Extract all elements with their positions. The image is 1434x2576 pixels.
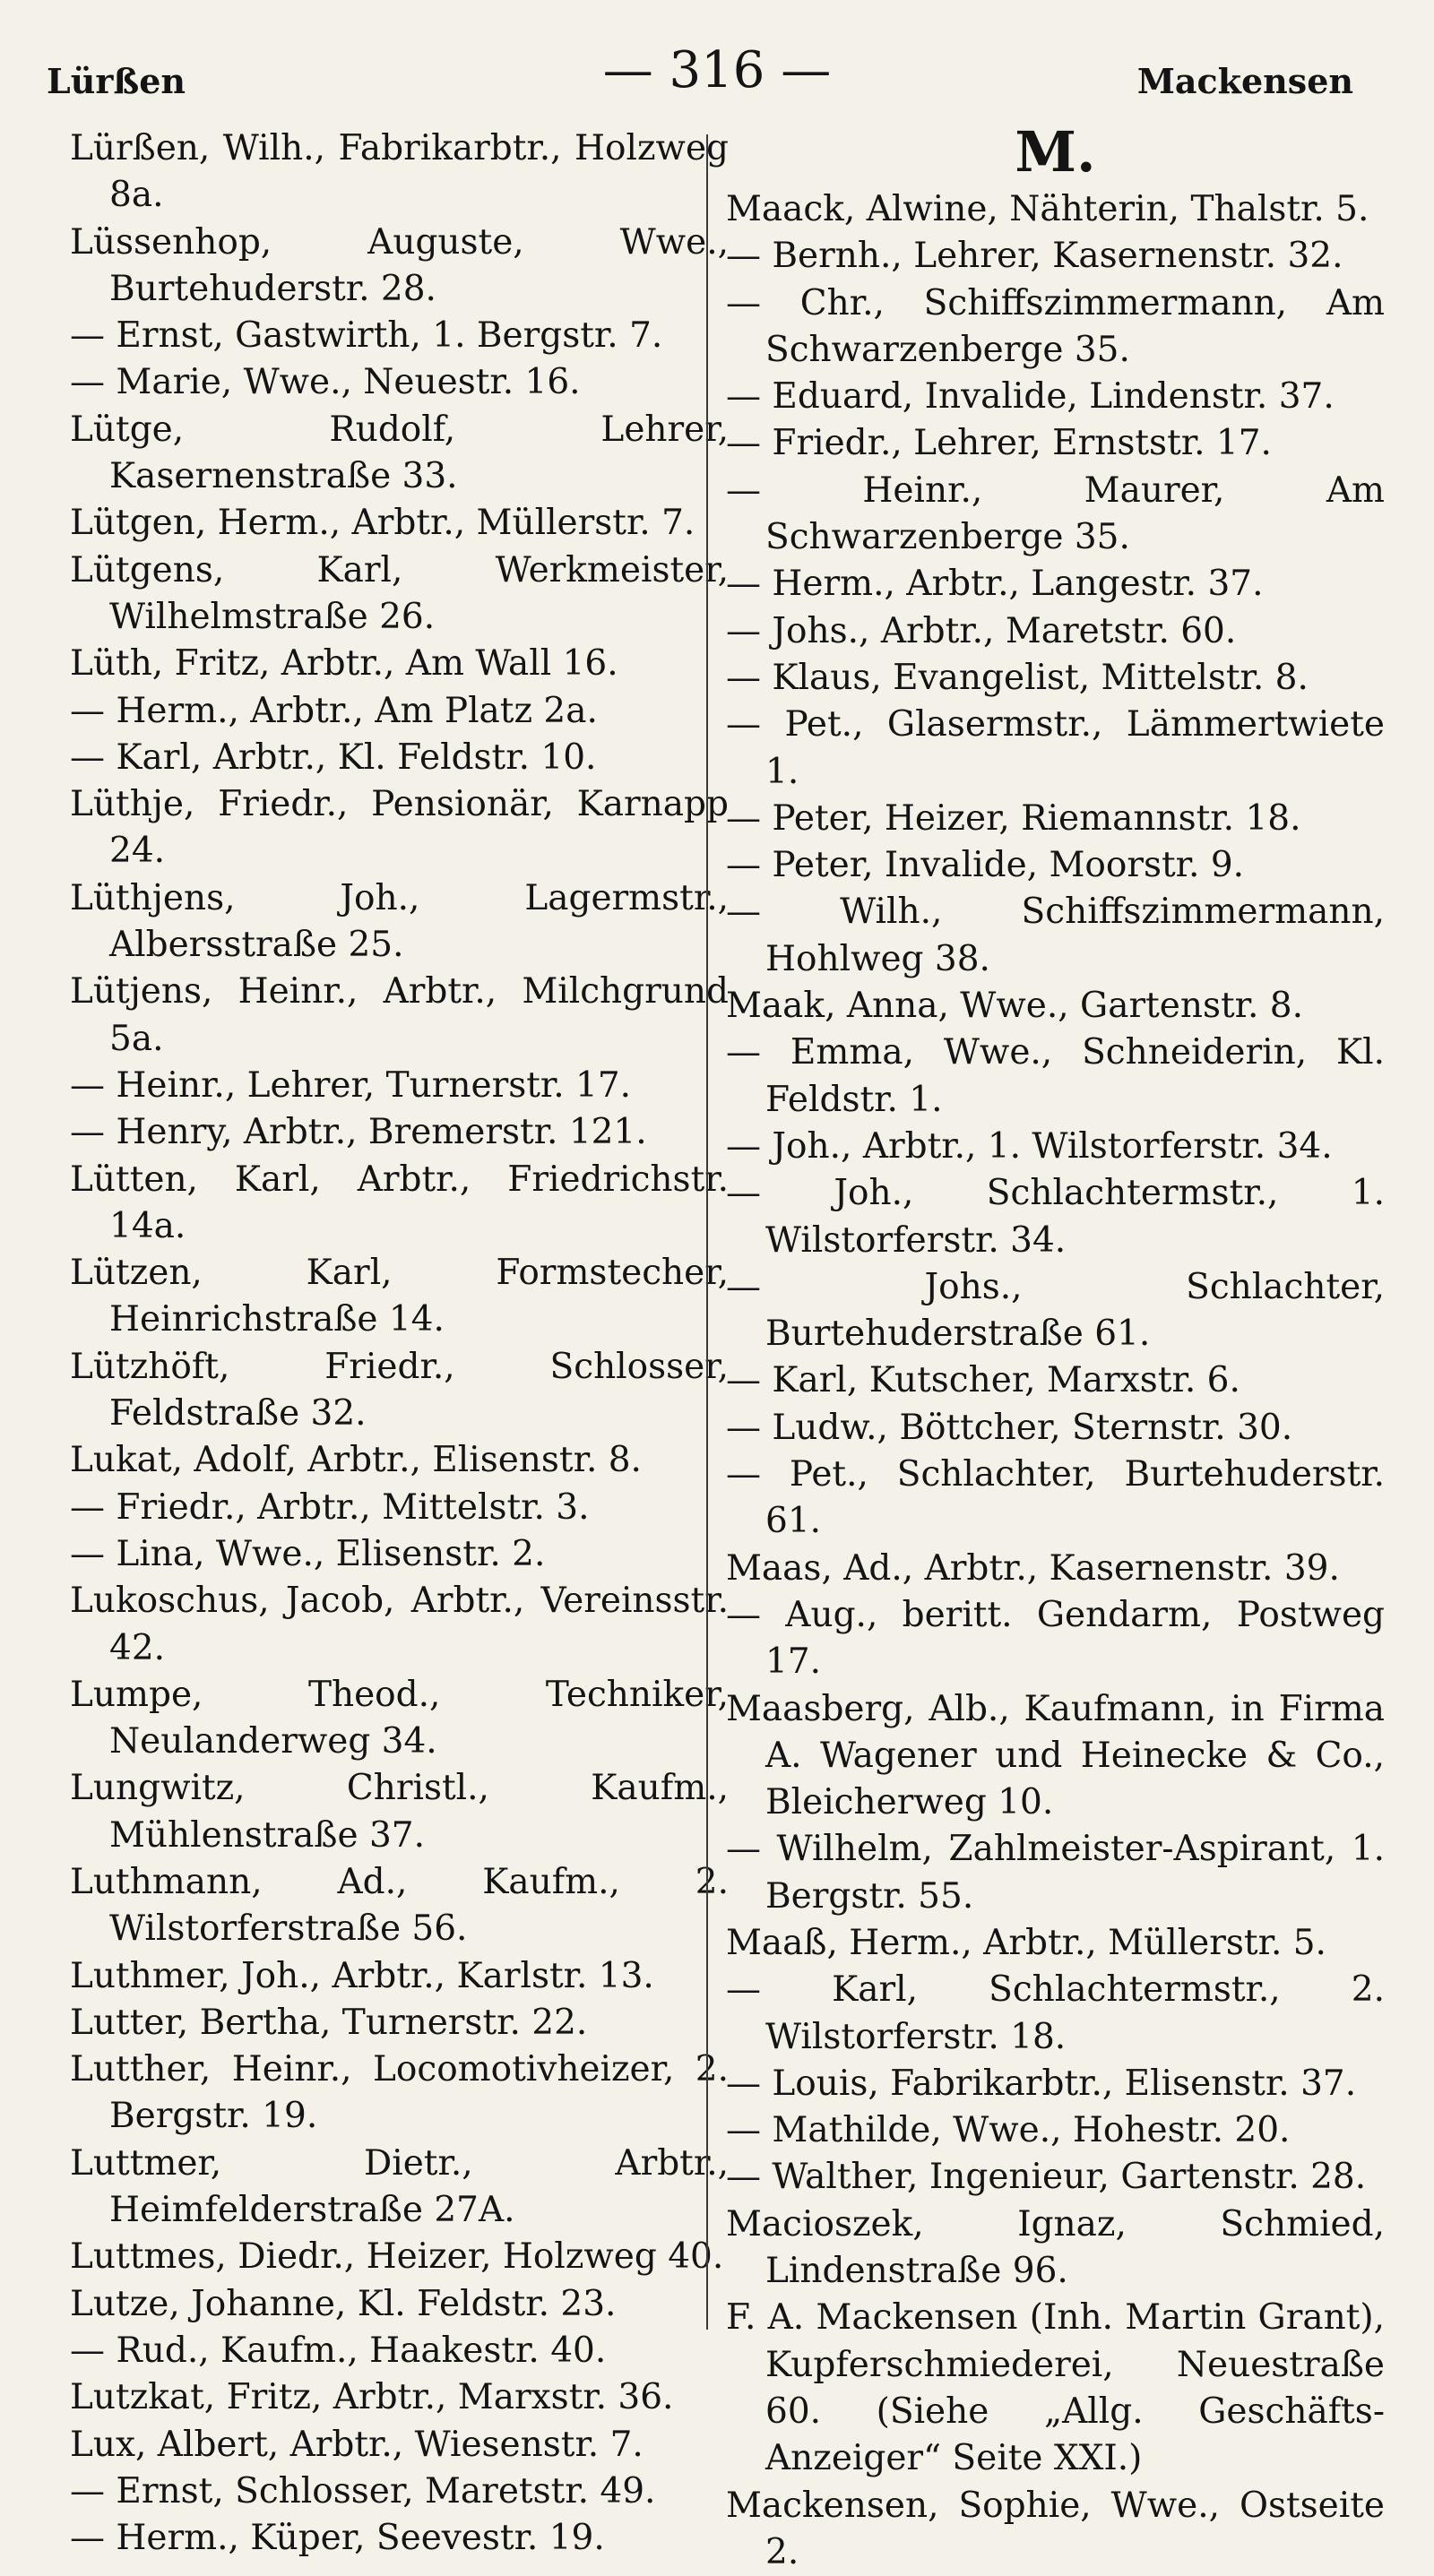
directory-entry: Lutter, Bertha, Turnerstr. 22. xyxy=(70,2002,588,2043)
directory-entry: Macioszek, Ignaz, Schmied, Lindenstraße 96. xyxy=(726,2203,1385,2292)
directory-entry: Lütjens, Heinr., Arbtr., Milchgrund 5a. xyxy=(70,971,729,1059)
directory-entry: Luttmes, Diedr., Heizer, Holzweg 40. xyxy=(70,2236,724,2278)
header-right-catchword: Mackensen xyxy=(1136,61,1353,101)
directory-entry: — Friedr., Lehrer, Ernststr. 17. xyxy=(726,423,1272,464)
directory-entry: — Henry, Arbtr., Bremerstr. 121. xyxy=(70,1112,647,1153)
directory-entry: Maak, Anna, Wwe., Gartenstr. 8. xyxy=(726,986,1304,1027)
directory-entry: — Johs., Schlachter, Burtehuderstraße 61. xyxy=(726,1266,1385,1355)
directory-entry: — Friedr., Arbtr., Mittelstr. 3. xyxy=(70,1486,590,1528)
directory-entry: — Louis, Fabrikarbtr., Elisenstr. 37. xyxy=(726,2063,1357,2104)
directory-entry: Lungwitz, Christl., Kaufm., Mühlenstraße 37. xyxy=(70,1768,729,1856)
directory-entry: Luttmer, Dietr., Arbtr., Heimfelderstraße 27A. xyxy=(70,2142,729,2231)
directory-entry: — Lina, Wwe., Elisenstr. 2. xyxy=(70,1533,546,1574)
directory-entry: — Ernst, Gastwirth, 1. Bergstr. 7. xyxy=(70,315,663,357)
directory-entry: Maaß, Herm., Arbtr., Müllerstr. 5. xyxy=(726,1922,1326,1963)
directory-entry: — Joh., Schlachtermstr., 1. Wilstorferstr. 34. xyxy=(726,1173,1385,1261)
directory-entry: — Walther, Ingenieur, Gartenstr. 28. xyxy=(726,2157,1367,2198)
directory-entry: Lutzkat, Fritz, Arbtr., Marxstr. 36. xyxy=(70,2377,674,2418)
directory-entry: Lüthjens, Joh., Lagermstr., Albersstraße 25. xyxy=(70,877,729,966)
directory-entry: — Heinr., Maurer, Am Schwarzenberge 35. xyxy=(726,470,1385,558)
directory-entry: Lukat, Adolf, Arbtr., Elisenstr. 8. xyxy=(70,1440,642,1481)
page-number: — 316 — xyxy=(602,41,832,99)
directory-entry: F. A. Mackensen (Inh. Martin Grant), Kupferschmiederei, Neuestraße 60. (Siehe „Allg. Geschäfts-Anzeiger“ Seite XXI.) xyxy=(726,2297,1385,2479)
directory-entry: Lützhöft, Friedr., Schlosser, Feldstraße 32. xyxy=(70,1346,729,1434)
directory-entry: Lütten, Karl, Arbtr., Friedrichstr. 14a. xyxy=(70,1159,729,1246)
directory-entry: — Marie, Wwe., Neuestr. 16. xyxy=(70,362,581,403)
right-column xyxy=(726,119,1385,2576)
directory-entry: — Emma, Wwe., Schneiderin, Kl. Feldstr. 1. xyxy=(726,1032,1385,1120)
directory-entry: Lukoschus, Jacob, Arbtr., Vereinsstr. 42. xyxy=(70,1581,729,1668)
directory-entry: Lütge, Rudolf, Lehrer, Kasernenstraße 33. xyxy=(70,409,729,497)
directory-entry: — Karl, Kutscher, Marxstr. 6. xyxy=(726,1360,1240,1401)
directory-entry: — Heinr., Lehrer, Turnerstr. 17. xyxy=(70,1064,632,1106)
directory-entry: Maasberg, Alb., Kaufmann, in Firma A. Wagener und Heinecke & Co., Bleicherweg 10. xyxy=(726,1688,1385,1823)
directory-entry: — Rud., Kaufm., Haakestr. 40. xyxy=(70,2330,607,2371)
directory-entry: — Ernst, Schlosser, Maretstr. 49. xyxy=(70,2470,656,2511)
directory-entry: — Herm., Arbtr., Am Platz 2a. xyxy=(70,690,598,731)
directory-entry: — Peter, Invalide, Moorstr. 9. xyxy=(726,845,1245,886)
directory-entry: Lürßen, Wilh., Fabrikarbtr., Holzweg 8a. xyxy=(70,128,729,216)
page-header xyxy=(0,27,1434,108)
section-letter: M. xyxy=(1015,119,1096,185)
header-left-catchword: Lürßen xyxy=(47,61,186,101)
directory-entry: — Johs., Arbtr., Maretstr. 60. xyxy=(726,610,1237,651)
directory-entry: Luthmer, Joh., Arbtr., Karlstr. 13. xyxy=(70,1955,654,1996)
directory-entry: Lützen, Karl, Formstecher, Heinrichstraße 14. xyxy=(70,1253,729,1340)
directory-entry: Lutze, Johanne, Kl. Feldstr. 23. xyxy=(70,2283,617,2324)
directory-entry: — Herm., Küper, Seevestr. 19. xyxy=(70,2518,605,2559)
directory-entry: — Wilh., Schiffszimmermann, Hohlweg 38. xyxy=(726,892,1385,979)
directory-entry: — Bernh., Lehrer, Kasernenstr. 32. xyxy=(726,236,1343,277)
directory-entry: — Karl, Arbtr., Kl. Feldstr. 10. xyxy=(70,737,597,778)
directory-entry: Maack, Alwine, Nähterin, Thalstr. 5. xyxy=(726,189,1369,229)
directory-entry: — Eduard, Invalide, Lindenstr. 37. xyxy=(726,376,1335,418)
directory-entry: — Mathilde, Wwe., Hohestr. 20. xyxy=(726,2110,1291,2151)
directory-entry: Maas, Ad., Arbtr., Kasernenstr. 39. xyxy=(726,1547,1340,1589)
directory-entry: — Aug., beritt. Gendarm, Postweg 17. xyxy=(726,1594,1385,1683)
directory-entry: — Karl, Schlachtermstr., 2. Wilstorferstr. 18. xyxy=(726,1969,1385,2057)
directory-entry: Lütgens, Karl, Werkmeister, Wilhelmstraße 26. xyxy=(70,549,729,637)
left-column xyxy=(70,125,729,2562)
directory-entry: Lux, Albert, Arbtr., Wiesenstr. 7. xyxy=(70,2424,644,2465)
directory-entry: — Joh., Arbtr., 1. Wilstorferstr. 34. xyxy=(726,1125,1333,1167)
directory-entry: — Pet., Glasermstr., Lämmertwiete 1. xyxy=(726,704,1385,792)
column-divider xyxy=(706,134,708,2330)
directory-entry: — Pet., Schlachter, Burtehuderstr. 61. xyxy=(726,1454,1385,1542)
directory-entry: Lütgen, Herm., Arbtr., Müllerstr. 7. xyxy=(70,503,695,544)
directory-entry: Lüthje, Friedr., Pensionär, Karnapp 24. xyxy=(70,784,729,872)
directory-entry: — Chr., Schiffszimmermann, Am Schwarzenberge 35. xyxy=(726,282,1385,370)
directory-entry: Mackensen, Sophie, Wwe., Ostseite 2. xyxy=(726,2485,1385,2572)
directory-entry: — Ludw., Böttcher, Sternstr. 30. xyxy=(726,1407,1293,1448)
directory-entry: — Klaus, Evangelist, Mittelstr. 8. xyxy=(726,657,1309,698)
directory-entry: — Herm., Arbtr., Langestr. 37. xyxy=(726,564,1264,605)
directory-entry: Lüth, Fritz, Arbtr., Am Wall 16. xyxy=(70,643,618,685)
directory-entry: — Wilhelm, Zahlmeister-Aspirant, 1. Bergstr. 55. xyxy=(726,1829,1385,1917)
directory-entry: — Peter, Heizer, Riemannstr. 18. xyxy=(726,797,1301,839)
directory-entry: Lumpe, Theod., Techniker, Neulanderweg 34. xyxy=(70,1674,729,1762)
directory-entry: Luthmann, Ad., Kaufm., 2. Wilstorferstraße 56. xyxy=(70,1861,729,1950)
directory-entry: Lutther, Heinr., Locomotivheizer, 2. Bergstr. 19. xyxy=(70,2049,729,2137)
directory-entry: Lüssenhop, Auguste, Wwe., Burtehuderstr. 28. xyxy=(70,221,729,309)
